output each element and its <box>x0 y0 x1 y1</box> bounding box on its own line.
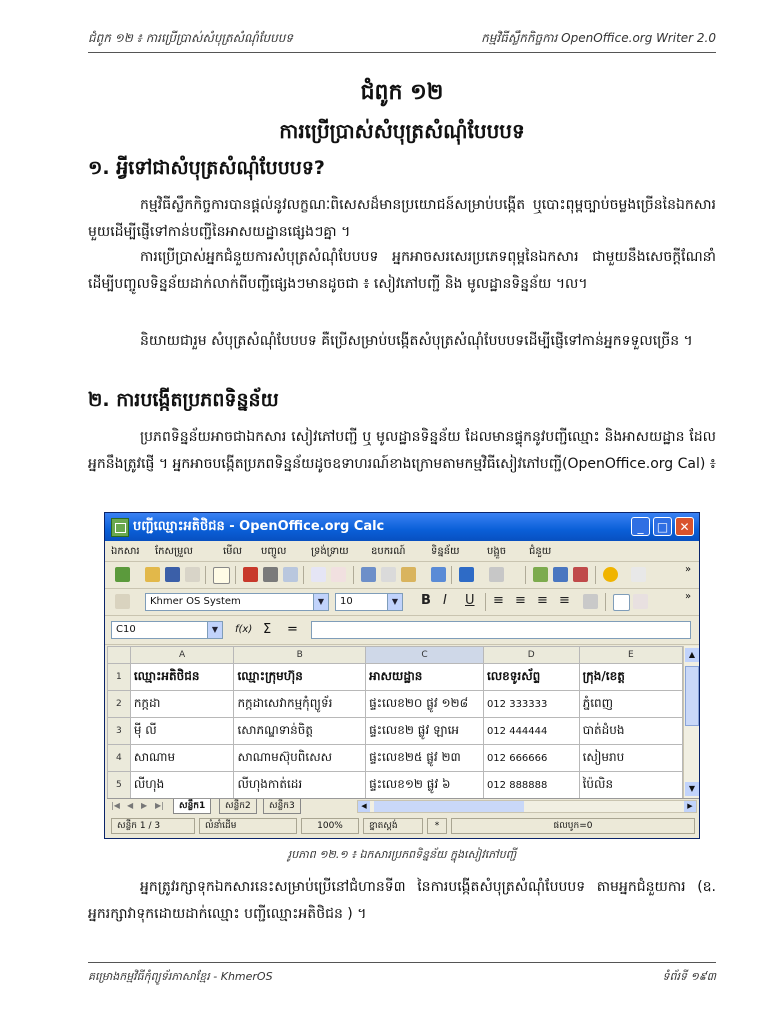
undo-icon[interactable] <box>459 567 474 582</box>
format-paintbrush-icon[interactable] <box>431 567 446 582</box>
function-wizard-button[interactable]: f(x) <box>235 624 253 635</box>
text-direction-rtl-icon[interactable] <box>633 594 648 609</box>
status-sum: ផលបូក=0 <box>451 818 695 834</box>
edit-file-icon[interactable] <box>213 567 230 584</box>
cell[interactable]: ផ្ទះលេខ២ ផ្លូវ ឡាអេ <box>366 718 484 745</box>
underline-button[interactable]: U <box>465 593 475 608</box>
open-folder-icon[interactable] <box>145 567 160 582</box>
minimize-icon[interactable]: _ <box>631 517 650 536</box>
font-size-combo[interactable] <box>335 593 403 611</box>
cell[interactable]: សោភណ្ឌទាន់ចិត្ត <box>234 718 366 745</box>
align-center-icon[interactable]: ≡ <box>515 593 526 608</box>
cell[interactable]: ឈ្មោះក្រុមហ៊ុន <box>234 664 366 691</box>
footer-rule <box>88 962 716 963</box>
cell[interactable]: ឈ្មោះអតិថិជន <box>130 664 234 691</box>
row-header[interactable]: 5 <box>108 772 131 799</box>
menu-format[interactable]: ទ្រង់ទ្រាយ <box>311 546 349 557</box>
figure-caption: រូបភាព ១២.១ ៖ ឯកសារប្រភពទិន្នន័យ ក្នុងសៀវភៅបញ្ជី <box>287 848 517 861</box>
cut-icon[interactable] <box>361 567 376 582</box>
hscroll-thumb[interactable] <box>374 801 524 812</box>
row-header[interactable]: 3 <box>108 718 131 745</box>
cell[interactable]: 012 333333 <box>483 691 579 718</box>
name-box[interactable] <box>111 621 223 639</box>
table-row <box>108 691 683 718</box>
redo-icon[interactable] <box>489 567 504 582</box>
cell-reference: C10 <box>116 624 136 635</box>
table-row <box>108 772 683 799</box>
tab-sheet1[interactable]: សន្លឹក1 <box>173 799 211 814</box>
closing-paragraph: អ្នកត្រូវរក្សាទុកឯកសារនេះសម្រាប់ប្រើនៅជំហានទី៣ នៃការបង្កើតសំបុត្រសំណុំបែបបទ តាមអ្នកជំនួយការ (ឧ. អ្នករក្សាវាទុកដោយដាក់ឈ្មោះ បញ្ជីឈ្មោះអតិថិជន ) ។ <box>88 879 716 922</box>
copy-icon[interactable] <box>381 567 396 582</box>
cell[interactable]: លេខទូរស័ព្ទ <box>483 664 579 691</box>
section1-heading: ១. អ្វីទៅជាសំបុត្រសំណុំបែបបទ? <box>88 157 325 179</box>
status-mode[interactable]: ខ្នាតស្តង់ <box>363 818 423 834</box>
new-document-icon[interactable] <box>115 567 130 582</box>
row-header[interactable]: 1 <box>108 664 131 691</box>
maximize-icon[interactable]: □ <box>653 517 672 536</box>
footer-left: គម្រោងកម្មវិធីកុំព្យូទ័រភាសាខ្មែរ - KhmerOS <box>88 970 273 983</box>
status-sheet: សន្លឹក 1 / 3 <box>111 818 195 834</box>
align-left-icon[interactable]: ≡ <box>493 593 504 608</box>
tab-sheet2[interactable]: សន្លឹក2 <box>219 799 257 814</box>
cell[interactable]: អាសយដ្ឋាន <box>366 664 484 691</box>
chart-icon[interactable] <box>603 567 618 582</box>
cell[interactable]: 012 444444 <box>483 718 579 745</box>
save-icon[interactable] <box>165 567 180 582</box>
column-header-d[interactable]: D <box>483 647 579 664</box>
status-bar <box>107 816 699 836</box>
status-zoom[interactable]: 100% <box>301 818 359 834</box>
export-pdf-icon[interactable] <box>243 567 258 582</box>
cell[interactable]: ផ្ទះលេខ២៥ ផ្លូវ ២៣ <box>366 745 484 772</box>
scroll-right-icon[interactable]: ▶ <box>684 801 696 812</box>
section1-paragraph-3: និយាយជារួម សំបុត្រសំណុំបែបបទ គឺប្រើសម្រាប់បង្កើតសំបុត្រសំណុំបែបបទដើម្បីផ្ញើទៅកាន់អ្នកទទួលច្រើន ។ <box>140 333 693 349</box>
column-header-row <box>108 647 683 664</box>
formula-bar <box>105 616 699 645</box>
print-icon[interactable] <box>263 567 278 582</box>
spreadsheet-table <box>107 646 683 799</box>
calc-window-title: បញ្ជីឈ្មោះអតិថិជន - OpenOffice.org Calc <box>133 519 385 534</box>
font-size-value: 10 <box>340 596 353 607</box>
chapter-number: ជំពូក ១២ <box>360 80 444 105</box>
sheet-tab-bar <box>107 798 699 815</box>
menu-insert[interactable]: បញ្ចូល <box>261 546 287 557</box>
table-row <box>108 745 683 772</box>
calc-window-figure <box>104 512 700 839</box>
scroll-left-icon[interactable]: ◀ <box>358 801 370 812</box>
select-all-corner[interactable] <box>108 647 131 664</box>
header-left: ជំពូក ១២ ៖ ការប្រើប្រាស់សំបុត្រសំណុំបែបបទ <box>88 31 293 45</box>
chevron-down-icon[interactable]: ▼ <box>313 594 328 610</box>
cell[interactable]: កក្កដា <box>130 691 234 718</box>
row-header[interactable]: 2 <box>108 691 131 718</box>
print-preview-icon[interactable] <box>283 567 298 582</box>
running-header <box>88 30 716 48</box>
font-name-combo[interactable] <box>145 593 329 611</box>
spellcheck-icon[interactable] <box>311 567 326 582</box>
styles-icon[interactable] <box>115 594 130 609</box>
hyperlink-icon[interactable] <box>533 567 548 582</box>
calc-titlebar <box>105 513 699 541</box>
italic-button[interactable]: I <box>443 593 447 608</box>
column-header-e[interactable]: E <box>579 647 682 664</box>
close-icon[interactable]: ✕ <box>675 517 694 536</box>
menu-data[interactable]: ទិន្នន័យ <box>431 546 460 557</box>
cell[interactable]: 012 666666 <box>483 745 579 772</box>
chevron-down-icon[interactable]: ▼ <box>387 594 402 610</box>
formula-input[interactable] <box>311 621 691 639</box>
cell[interactable]: ក្រុង/ខេត្ត <box>579 664 682 691</box>
menu-view[interactable]: មើល <box>223 546 243 557</box>
cell[interactable]: លីហុង <box>130 772 234 799</box>
standard-toolbar <box>105 562 699 589</box>
text-direction-ltr-icon[interactable] <box>613 594 630 611</box>
section2-heading: ២. ការបង្កើតប្រភពទិន្នន័យ <box>88 389 279 411</box>
cell[interactable]: កក្កដាសេវាកម្មកុំព្យូទ័រ <box>234 691 366 718</box>
menu-help[interactable]: ជំនួយ <box>529 546 552 557</box>
page-number: ទំព័រទី ១៩៣ <box>662 970 716 983</box>
calc-menubar <box>105 541 699 562</box>
cell[interactable]: សាណាមស៊ុបពិសេស <box>234 745 366 772</box>
cell[interactable]: ផ្ទះលេខ២០ ផ្លូវ ១២៨ <box>366 691 484 718</box>
cell[interactable]: ភ្នំពេញ <box>579 691 682 718</box>
row-header[interactable]: 4 <box>108 745 131 772</box>
sheet-nav-first-icon[interactable]: |◀ <box>111 801 120 810</box>
chevron-down-icon[interactable]: ▼ <box>207 622 222 638</box>
email-icon[interactable] <box>185 567 200 582</box>
navigator-icon[interactable] <box>631 567 646 582</box>
table-row <box>108 664 683 691</box>
sort-descending-icon[interactable] <box>573 567 588 582</box>
horizontal-scrollbar[interactable] <box>357 800 697 813</box>
section2-paragraph-1: ប្រភពទិន្នន័យអាចជាឯកសារ សៀវភៅបញ្ជី ឬ មូលដ្ឋានទិន្នន័យ ដែលមានផ្ទុកនូវបញ្ជីឈ្មោះ និងអាសយដ្ឋាន ដែលអ្នកនឹងត្រូវផ្ញើ ។ អ្នកអាចបង្កើតប្រភពទិន្នន័យដូចឧទាហរណ៍ខាងក្រោមតាមកម្មវិធីសៀវភៅបញ្ជី(OpenOffice.org Cal) ៖ <box>88 429 716 472</box>
bold-button[interactable]: B <box>421 593 431 608</box>
tab-sheet3[interactable]: សន្លឹក3 <box>263 799 301 814</box>
cell[interactable]: បាត់ដំបង <box>579 718 682 745</box>
cell[interactable]: សៀមរាប <box>579 745 682 772</box>
header-rule <box>88 52 716 53</box>
scroll-thumb[interactable] <box>685 666 699 726</box>
cell[interactable]: ម៉ី លី <box>130 718 234 745</box>
toolbar-overflow-icon[interactable]: » <box>685 591 692 602</box>
header-right: កម្មវិធីស្លឹកកិច្ចការ OpenOffice.org Writer 2.0 <box>481 31 716 45</box>
calc-app-icon <box>111 518 129 537</box>
sheet-nav-next-icon[interactable]: ▶ <box>141 801 148 810</box>
autospellcheck-icon[interactable] <box>331 567 346 582</box>
cell[interactable]: លីហុងកាត់ដេរ <box>234 772 366 799</box>
cell[interactable]: សាណាម <box>130 745 234 772</box>
sum-button[interactable]: Σ <box>263 622 272 637</box>
cell[interactable]: ប៉ៃលិន <box>579 772 682 799</box>
status-modified: * <box>427 818 447 834</box>
section1-paragraph-2: ការប្រើប្រាស់អ្នកជំនួយការសំបុត្រសំណុំបែបបទ អ្នកអាចសរសេរប្រភេទពុម្ពនៃឯកសារ ជាមួយនឹងសេចក្ដីណែនាំដើម្បីបញ្ចូលទិន្នន័យដាក់លាក់ពីបញ្ជីផ្សេងៗមានដូចជា ៖ សៀវភៅបញ្ជី និង មូលដ្ឋានទិន្នន័យ ។ល។ <box>88 249 716 292</box>
scroll-up-icon[interactable]: ▲ <box>685 648 699 662</box>
menu-tools[interactable]: ឧបករណ៍ <box>371 546 406 557</box>
menu-window[interactable]: បង្អួច <box>487 546 507 557</box>
function-button[interactable]: = <box>287 622 298 637</box>
column-header-c[interactable]: C <box>366 647 484 664</box>
vertical-scrollbar[interactable] <box>683 646 700 798</box>
cell[interactable]: ផ្ទះលេខ១២ ផ្លូវ ៦ <box>366 772 484 799</box>
toolbar-overflow-icon[interactable]: » <box>685 564 692 575</box>
table-row <box>108 718 683 745</box>
section1-paragraph-1: កម្មវិធីស្លឹកកិច្ចការបានផ្ដល់នូវលក្ខណៈពិសេសដ៏មានប្រយោជន៍សម្រាប់បង្កើត ឬបោះពុម្ពច្បាប់ចម្លងច្រើននៃឯកសារមួយដើម្បីផ្ញើទៅកាន់បញ្ជីនៃអាសយដ្ឋានផ្សេងៗគ្នា ។ <box>88 197 716 240</box>
spreadsheet-grid[interactable] <box>107 646 683 798</box>
font-name-value: Khmer OS System <box>150 596 241 607</box>
column-header-a[interactable]: A <box>130 647 234 664</box>
sheet-nav-prev-icon[interactable]: ◀ <box>127 801 134 810</box>
paste-icon[interactable] <box>401 567 416 582</box>
scroll-down-icon[interactable]: ▼ <box>685 782 699 796</box>
justify-icon[interactable]: ≡ <box>559 593 570 608</box>
formatting-toolbar <box>105 589 699 616</box>
menu-edit[interactable]: កែសម្រួល <box>155 546 193 557</box>
status-page-style: លំនាំដើម <box>199 818 297 834</box>
cell[interactable]: 012 888888 <box>483 772 579 799</box>
menu-file[interactable]: ឯកសារ <box>111 546 140 557</box>
chapter-title: ការប្រើប្រាស់សំបុត្រសំណុំបែបបទ <box>279 119 525 143</box>
sort-ascending-icon[interactable] <box>553 567 568 582</box>
sheet-nav-last-icon[interactable]: ▶| <box>155 801 164 810</box>
column-header-b[interactable]: B <box>234 647 366 664</box>
align-right-icon[interactable]: ≡ <box>537 593 548 608</box>
merge-cells-icon[interactable] <box>583 594 598 609</box>
